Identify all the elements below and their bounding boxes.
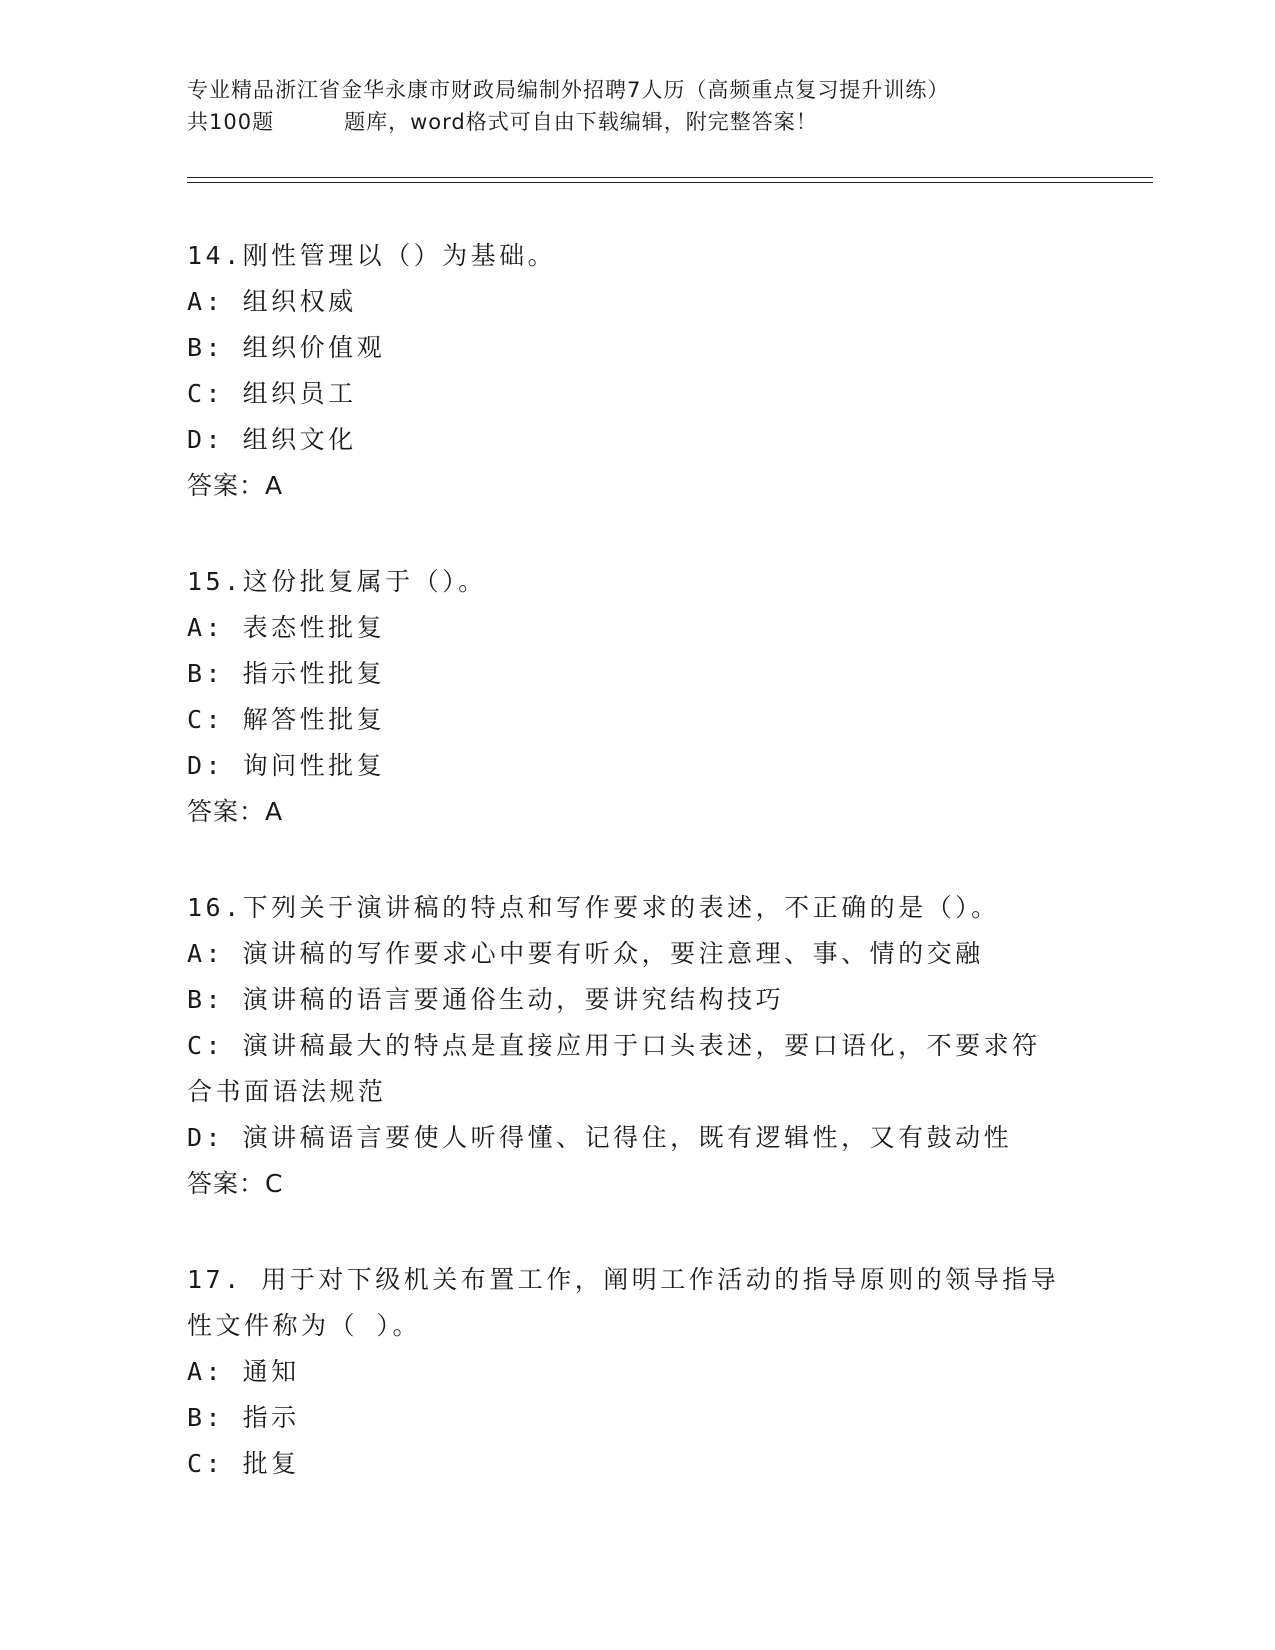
option-c: C: 组织员工 — [187, 379, 357, 408]
document-header — [187, 74, 1087, 138]
header-divider-bottom — [187, 182, 1153, 183]
option-d: D: 询问性批复 — [187, 751, 386, 780]
option-a: A: 通知 — [187, 1357, 300, 1386]
option-d: D: 演讲稿语言要使人听得懂、记得住，既有逻辑性，又有鼓动性 — [187, 1123, 1013, 1152]
option-b: B: 演讲稿的语言要通俗生动，要讲究结构技巧 — [187, 985, 785, 1014]
option-c: C: 批复 — [187, 1449, 300, 1478]
question-count: 共100题 — [187, 110, 275, 134]
answer: 答案：A — [187, 471, 284, 500]
document-subtitle — [187, 106, 1087, 138]
option-b: B: 组织价值观 — [187, 333, 386, 362]
option-b: B: 指示 — [187, 1403, 300, 1432]
option-b: B: 指示性批复 — [187, 659, 386, 688]
question-stem: 16.下列关于演讲稿的特点和写作要求的表述，不正确的是（）。 — [187, 893, 1000, 922]
question-17 — [187, 1257, 1087, 1487]
question-list — [187, 233, 1087, 1537]
option-c: C: 演讲稿最大的特点是直接应用于口头表述，要口语化，不要求符合书面语法规范 — [187, 1031, 1041, 1106]
header-divider-top — [187, 177, 1153, 178]
option-d: D: 组织文化 — [187, 425, 357, 454]
option-a: A: 组织权威 — [187, 287, 357, 316]
answer: 答案：A — [187, 797, 284, 826]
answer: 答案：C — [187, 1169, 284, 1198]
question-14 — [187, 233, 1087, 509]
option-a: A: 表态性批复 — [187, 613, 386, 642]
option-c: C: 解答性批复 — [187, 705, 386, 734]
option-a: A: 演讲稿的写作要求心中要有听众，要注意理、事、情的交融 — [187, 939, 984, 968]
question-stem: 15.这份批复属于（）。 — [187, 567, 487, 596]
question-15 — [187, 559, 1087, 835]
document-format-note: 题库，word格式可自由下载编辑，附完整答案！ — [344, 110, 818, 134]
question-16 — [187, 885, 1087, 1207]
question-stem: 17. 用于对下级机关布置工作，阐明工作活动的指导原则的领导指导性文件称为（ ）。 — [187, 1265, 1060, 1340]
question-stem: 14.刚性管理以（）为基础。 — [187, 241, 557, 270]
document-title: 专业精品浙江省金华永康市财政局编制外招聘7人历（高频重点复习提升训练） — [187, 78, 950, 102]
